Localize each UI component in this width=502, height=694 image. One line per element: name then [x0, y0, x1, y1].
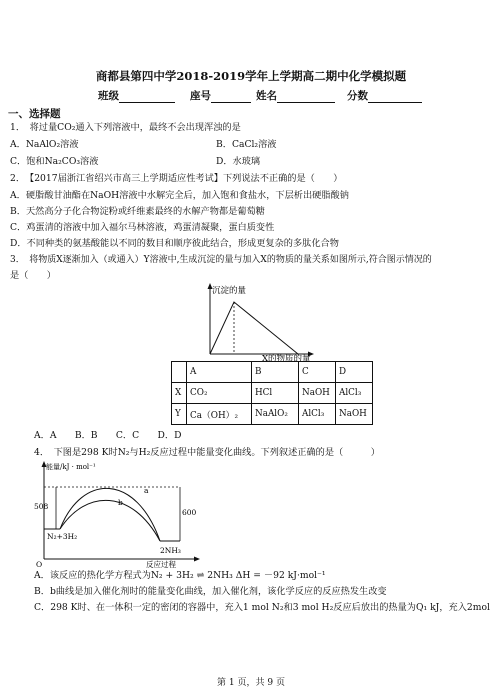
q3-table	[171, 361, 373, 425]
table-cell: D	[336, 362, 373, 383]
q3-stem-line2: 是（ ）	[10, 270, 56, 281]
q2-stem: 2． 【2017届浙江省绍兴市高三上学期适应性考试】下列说法不正确的是（ ）	[10, 173, 343, 184]
table-cell: NaOH	[336, 404, 373, 425]
table-cell: X	[172, 383, 187, 404]
q3-options: A．A B．B C．C D．D	[34, 430, 182, 441]
table-cell: HCl	[252, 383, 299, 404]
name-field	[256, 88, 335, 103]
energy-y-axis-label: 能量/kJ · mol⁻¹	[46, 463, 96, 471]
energy-diagram	[34, 459, 204, 569]
q4-option-b: B．b曲线是加入催化剂时的能量变化曲线，加入催化剂，该化学反应的反应热发生改变	[34, 586, 387, 597]
q2-option-c: C．鸡蛋清的溶液中加入福尔马林溶液，鸡蛋清凝聚，蛋白质变性	[10, 222, 275, 233]
energy-x-axis-arrow	[194, 557, 200, 562]
table-row	[172, 383, 373, 404]
precipitate-curve	[210, 302, 298, 354]
label-a: a	[144, 486, 149, 495]
q3-stem-line1: 3． 将物质X逐渐加入（或通入）Y溶液中,生成沉淀的量与加入X的物质的量关系如图所示,符合图示情况的	[10, 255, 432, 265]
table-cell: B	[252, 362, 299, 383]
q1-stem: 1． 将过量CO₂通入下列溶液中，最终不会出现浑浊的是	[10, 122, 241, 133]
table-row	[172, 404, 373, 425]
label-600: 600	[182, 508, 197, 517]
table-cell: Ca（OH）₂	[187, 404, 252, 425]
table-cell: AlCl₃	[336, 383, 373, 404]
class-blank	[119, 91, 175, 103]
table-row	[172, 362, 373, 383]
q1-option-b: B．CaCl₂溶液	[216, 139, 277, 150]
q1-option-c: C．饱和Na₂CO₃溶液	[10, 156, 99, 167]
table-cell: NaAlO₂	[252, 404, 299, 425]
label-products: 2NH₃	[160, 546, 181, 555]
label-508: 508	[34, 502, 49, 511]
q2-option-b: B．天然高分子化合物淀粉或纤维素最终的水解产物都是葡萄糖	[10, 206, 265, 217]
table-cell: CO₂	[187, 383, 252, 404]
label-reactants: N₂+3H₂	[47, 532, 78, 541]
page-footer: 第 1 页，共 9 页	[217, 678, 285, 688]
seat-blank	[211, 91, 251, 103]
seat-field	[190, 88, 251, 103]
q4-stem: 4． 下图是298 K时N₂与H₂反应过程中能量变化曲线。下列叙述正确的是（ ）	[34, 447, 380, 458]
q1-option-d: D．水玻璃	[216, 156, 261, 167]
q4-option-a: A．该反应的热化学方程式为N₂ + 3H₂ ⇌ 2NH₃ ΔH = －92 kJ·mol⁻¹	[34, 570, 326, 581]
score-label: 分数	[347, 90, 368, 102]
name-label: 姓名	[256, 90, 277, 102]
table-cell: NaOH	[299, 383, 336, 404]
class-field	[98, 88, 175, 103]
q2-option-a: A．硬脂酸甘油酯在NaOH溶液中水解完全后，加入饱和食盐水，下层析出硬脂酸钠	[10, 190, 349, 201]
label-b: b	[118, 498, 123, 507]
class-label: 班级	[98, 90, 119, 102]
table-cell: A	[187, 362, 252, 383]
table-cell: C	[299, 362, 336, 383]
label-origin: O	[36, 560, 43, 569]
x-axis-label: X的物质的量	[262, 354, 311, 362]
q2-option-d: D．不同种类的氨基酸能以不同的数目和顺序彼此结合，形成更复杂的多肽化合物	[10, 238, 339, 249]
seat-label: 座号	[190, 90, 211, 102]
q1-option-a: A．NaAlO₂溶液	[10, 139, 79, 150]
energy-x-axis-label: 反应过程	[146, 560, 176, 569]
table-cell: AlCl₃	[299, 404, 336, 425]
section-heading: 一、选择题	[8, 108, 61, 120]
score-field	[347, 88, 422, 103]
table-cell: Y	[172, 404, 187, 425]
y-axis-label: 沉淀的量	[212, 286, 247, 296]
precipitate-graph	[196, 280, 336, 362]
page-title: 商都县第四中学2018-2019学年上学期高二期中化学模拟题	[95, 69, 407, 83]
score-blank	[368, 91, 422, 103]
q4-option-c: C．298 K时、在一体积一定的密闭的容器中，充入1 mol N₂和3 mol H₂反应后放出的热量为Q₁ kJ，充入2mol	[34, 602, 490, 613]
table-cell	[172, 362, 187, 383]
name-blank	[277, 91, 335, 103]
